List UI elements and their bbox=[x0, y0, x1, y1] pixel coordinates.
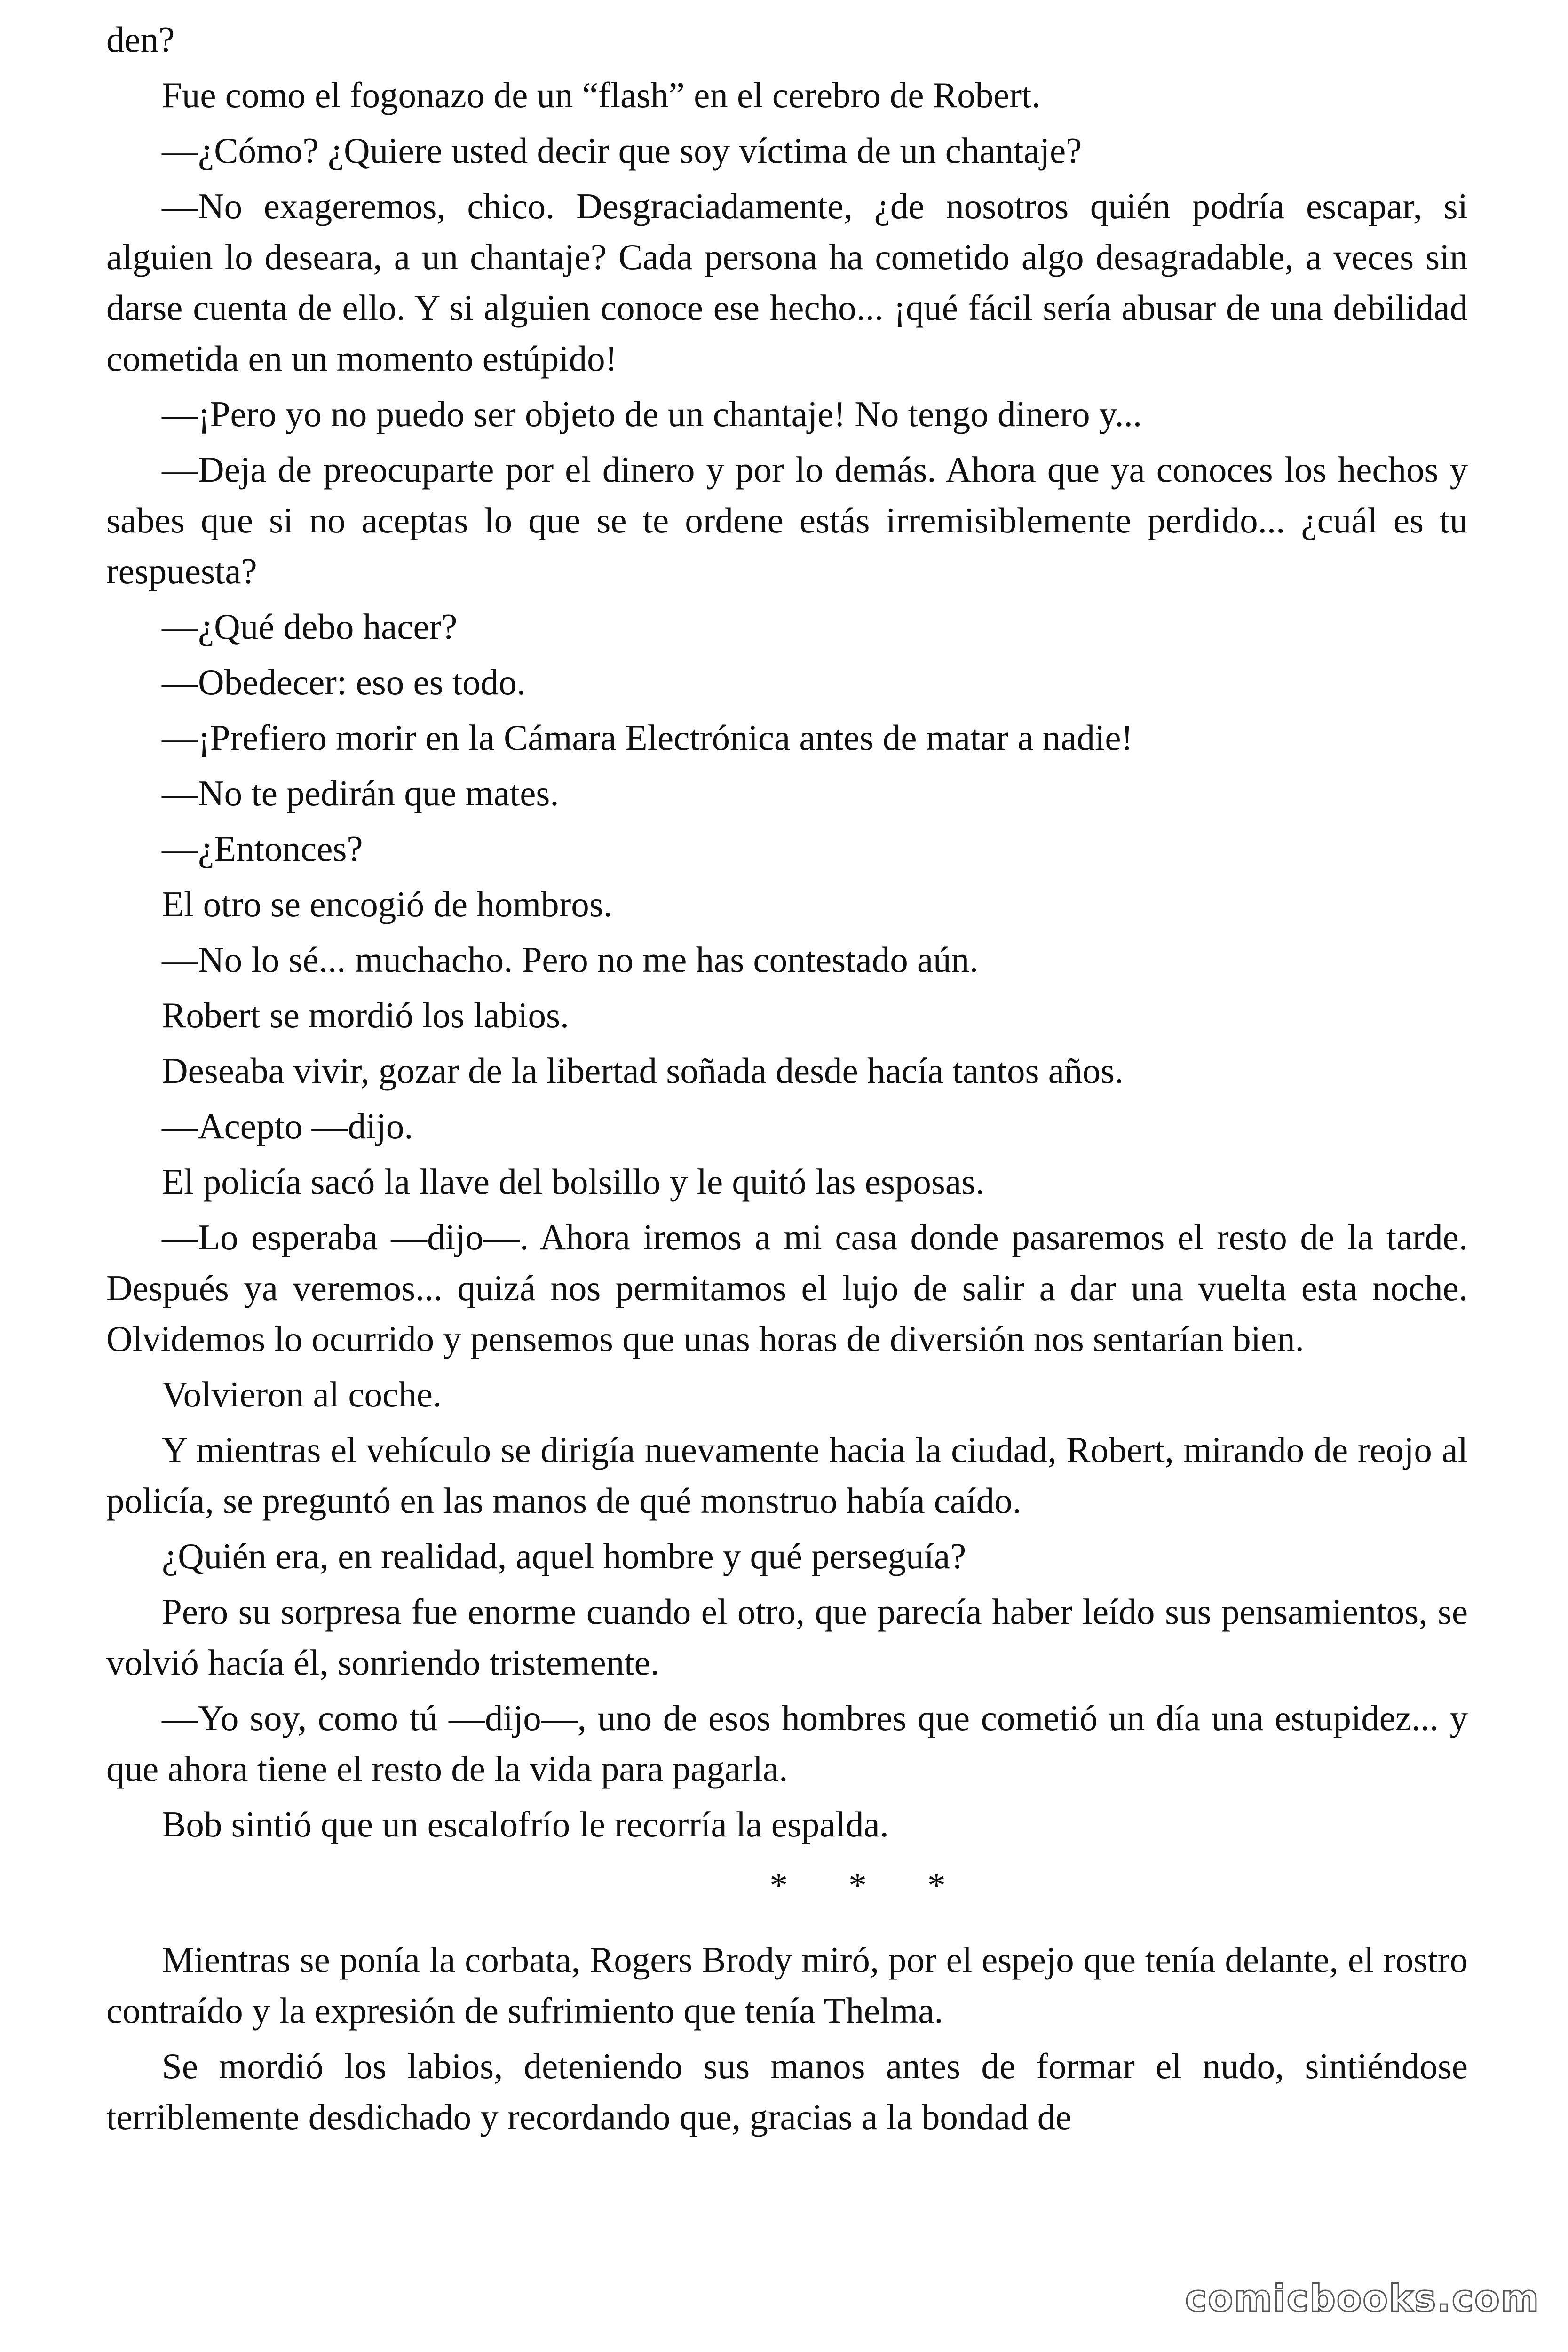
paragraph: Deseaba vivir, gozar de la libertad soñada desde hacía tantos años. bbox=[162, 1050, 1124, 1091]
paragraph: —No exageremos, chico. Desgraciadamente, ¿de nosotros quién podría escapar, si alguien lo deseara, a un chantaje? Cada persona ha cometido algo desagradable, a veces sin darse cuenta de ello. Y si alguien conoce ese hecho... ¡qué fácil sería abusar de una debilidad cometida en un momento estúpido! bbox=[106, 186, 1468, 379]
paragraph: —¡Pero yo no puedo ser objeto de un chantaje! No tengo dinero y... bbox=[162, 394, 1142, 434]
paragraph: —Lo esperaba —dijo—. Ahora iremos a mi casa donde pasaremos el resto de la tarde. Después ya veremos... quizá nos permitamos el lujo de salir a dar una vuelta esta noche. Olvidemos lo ocurrido y pensemos que unas horas de diversión nos sentarían bien. bbox=[106, 1217, 1468, 1359]
scene-break-star: * bbox=[769, 1865, 788, 1906]
paragraph: Volvieron al coche. bbox=[162, 1374, 442, 1414]
paragraph: —¿Qué debo hacer? bbox=[162, 606, 458, 647]
paragraph: Bob sintió que un escalofrío le recorría la espalda. bbox=[162, 1804, 889, 1844]
scene-break-star: * bbox=[848, 1865, 867, 1906]
paragraph: —Obedecer: eso es todo. bbox=[162, 662, 526, 702]
paragraph: —Deja de preocuparte por el dinero y por lo demás. Ahora que ya conoces los hechos y sabes que si no aceptas lo que se te ordene estás irremisiblemente perdido... ¿cuál es tu respuesta? bbox=[106, 449, 1468, 591]
paragraph: —¿Entonces? bbox=[162, 828, 363, 869]
paragraph: Se mordió los labios, deteniendo sus manos antes de formar el nudo, sintiéndose terriblemente desdichado y recordando que, gracias a la bondad de bbox=[106, 2046, 1468, 2137]
scene-break-star: * bbox=[927, 1865, 946, 1906]
paragraph: Robert se mordió los labios. bbox=[162, 995, 570, 1035]
paragraph: —Acepto —dijo. bbox=[162, 1106, 413, 1146]
paragraph: Y mientras el vehículo se dirigía nuevamente hacia la ciudad, Robert, mirando de reojo al policía, se preguntó en las manos de qué monstruo había caído. bbox=[106, 1430, 1468, 1521]
paragraph: —Yo soy, como tú —dijo—, uno de esos hombres que cometió un día una estupidez... y que ahora tiene el resto de la vida para pagarla. bbox=[106, 1698, 1468, 1789]
paragraph: El policía sacó la llave del bolsillo y le quitó las esposas. bbox=[162, 1161, 985, 1202]
paragraph: Pero su sorpresa fue enorme cuando el otro, que parecía haber leído sus pensamientos, se volvió hacía él, sonriendo tristemente. bbox=[106, 1591, 1468, 1683]
paragraph: —No te pedirán que mates. bbox=[162, 773, 559, 813]
paragraph: —¿Cómo? ¿Quiere usted decir que soy víctima de un chantaje? bbox=[162, 130, 1082, 171]
paragraph: El otro se encogió de hombros. bbox=[162, 884, 613, 924]
watermark: comicbooks.com bbox=[1185, 2278, 1540, 2320]
paragraph: ¿Quién era, en realidad, aquel hombre y qué perseguía? bbox=[162, 1536, 966, 1576]
paragraph: —No lo sé... muchacho. Pero no me has contestado aún. bbox=[162, 939, 979, 980]
paragraph: Fue como el fogonazo de un “flash” en el cerebro de Robert. bbox=[162, 75, 1041, 115]
page-text bbox=[106, 14, 1468, 2147]
paragraph: Mientras se ponía la corbata, Rogers Brody miró, por el espejo que tenía delante, el rostro contraído y la expresión de sufrimiento que tenía Thelma. bbox=[106, 1939, 1468, 2031]
paragraph: —¡Prefiero morir en la Cámara Electrónica antes de matar a nadie! bbox=[162, 717, 1133, 758]
paragraph: den? bbox=[106, 19, 175, 60]
scene-break bbox=[106, 1860, 1468, 1911]
